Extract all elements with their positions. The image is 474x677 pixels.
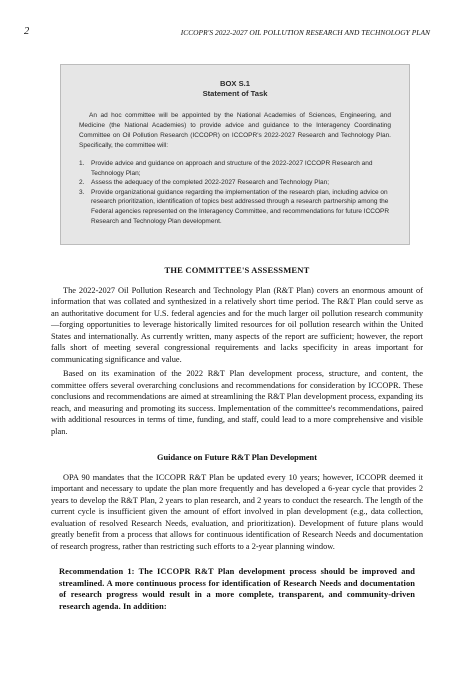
body-paragraph: The 2022-2027 Oil Pollution Research and Technology Plan (R&T Plan) covers an enormous amount of information that was collated and synthesized in a relatively short time period. The R&T Plan could serve as an authoritative document for U.S. federal agencies and for the much larger oil pollution research community—forging opportunities to leverage historically limited resources for oil pollution research within the United States and internationally. As currently written, many aspects of the report are sufficient; however, the report falls short of meeting several congressional requirements and lacks specificity in areas important for communicating significance and value.: [51, 285, 423, 364]
task-number: 2.: [79, 179, 85, 187]
box-intro: An ad hoc committee will be appointed by the National Academies of Sciences, Engineering, and Medicine (the National Academies) to provide advice and guidance to the Interagency Coordinating Committee on Oil Pollution Research (ICCOPR) on ICCOPR's 2022-2027 Research and Technology Plan. Specifically, the committee will:: [79, 112, 391, 149]
task-text: Provide organizational guidance regarding the implementation of the research plan, including advice on research prioritization, identification of topics best addressed through a research partnership among the Federal agencies represented on the Interagency Committee, and recommendations for future ICCOPR Research and Technology Plan development.: [91, 188, 390, 225]
task-item: [79, 178, 391, 188]
task-text: Provide advice and guidance on approach and structure of the 2022-2027 ICCOPR Research and Technology Plan;: [91, 160, 373, 177]
body-paragraph: Based on its examination of the 2022 R&T Plan development process, structure, and content, the committee offers several overarching conclusions and recommendations for consideration by ICCOPR. These conclusions and recommendations are aimed at streamlining the R&T Plan development process, expanding its reach, and measuring and promoting its success. Implementation of the committee's recommendations, paired with additional resources in terms of time, funding, and staff, could lead to a more comprehensive and visible plan.: [51, 369, 423, 436]
task-text: Assess the adequacy of the completed 2022-2027 Research and Technology Plan;: [91, 179, 330, 187]
running-header: ICCOPR'S 2022-2027 OIL POLLUTION RESEARCH AND TECHNOLOGY PLAN: [180, 28, 430, 37]
recommendation-1: Recommendation 1: The ICCOPR R&T Plan development process should be improved and streamlined. A more continuous process for identification of Research Needs and documentation of research progress would result in a more complete, transparent, and community-driven research agenda. In addition:: [59, 567, 415, 611]
task-item: [79, 188, 391, 226]
section-heading: THE COMMITTEE'S ASSESSMENT: [164, 265, 310, 275]
task-number: 1.: [79, 160, 85, 167]
page-number: 2: [24, 26, 30, 37]
statement-of-task-box: [60, 64, 410, 245]
task-item: [79, 159, 391, 178]
box-label: BOX S.1: [220, 79, 250, 88]
main-content: [51, 265, 423, 612]
body-paragraph: OPA 90 mandates that the ICCOPR R&T Plan be updated every 10 years; however, ICCOPR deemed it important and necessary to update the plan more frequently and has developed a 6-year cycle that provides 2 years to develop the R&T Plan, 2 years to plan research, and 2 years to conduct the research. The length of the current cycle is insufficient given the amount of effort involved in plan development (e.g., data collection, evaluation of resolved Research Needs, evaluation, and prioritization). Development of future plans would greatly benefit from a process that allows for continuous identification of Research Needs and documentation of research progress, rather than restricting such efforts to a 2-year planning window.: [51, 472, 423, 551]
task-number: 3.: [79, 188, 85, 196]
box-title: Statement of Task: [202, 89, 268, 98]
task-list: [79, 159, 391, 226]
subsection-heading: Guidance on Future R&T Plan Development: [157, 453, 317, 462]
